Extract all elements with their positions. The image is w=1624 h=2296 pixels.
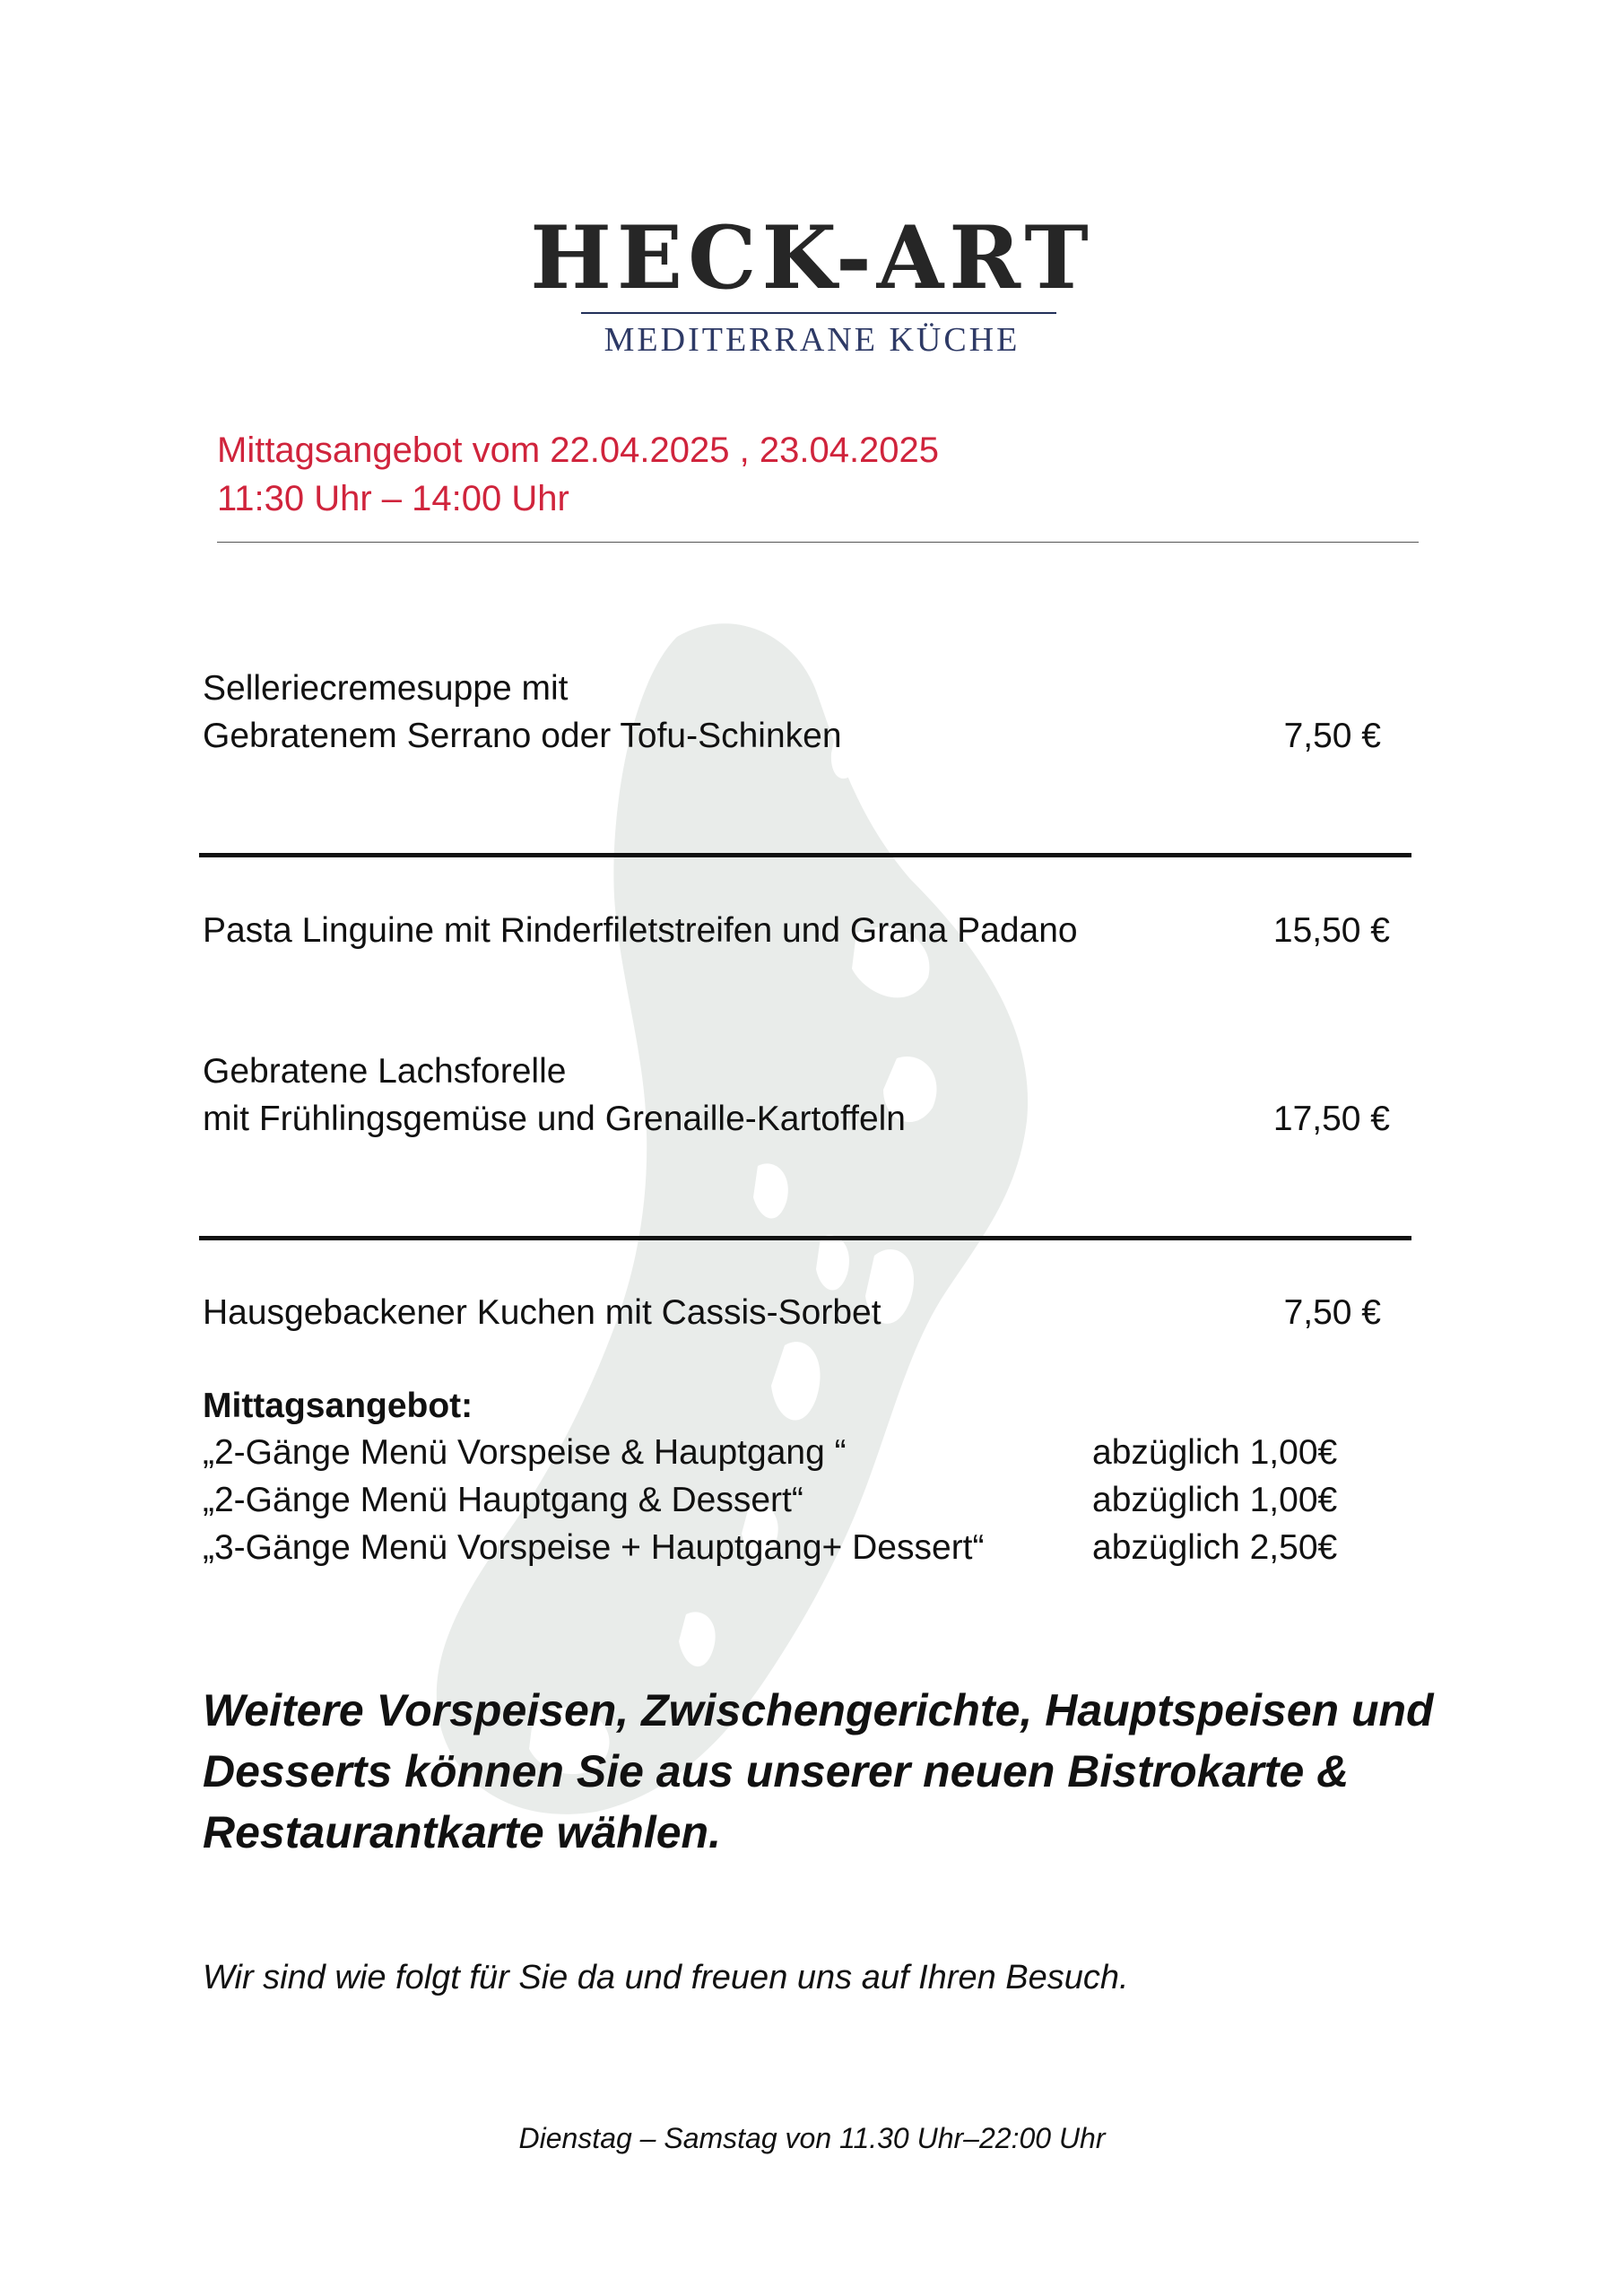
- logo-brand: HECK-ART: [530, 207, 1094, 309]
- pasta-name: Pasta Linguine mit Rinderfiletstreifen und Grana Padano: [203, 911, 1078, 950]
- fish-name: Gebratene Lachsforelle: [203, 1052, 567, 1091]
- opening-hours: Dienstag – Samstag von 11.30 Uhr–22:00 Uhr: [518, 2122, 1106, 2154]
- pasta-price: 15,50 €: [1272, 911, 1390, 950]
- note-line-3: Restaurantkarte wählen.: [203, 1807, 721, 1857]
- logo-subtitle: MEDITERRANE KÜCHE: [604, 321, 1020, 359]
- deal-item-discount: abzüglich 1,00€: [1092, 1433, 1338, 1472]
- fish-price: 17,50 €: [1272, 1100, 1390, 1138]
- header-divider: [217, 542, 1419, 543]
- deals-heading: Mittagsangebot:: [203, 1387, 473, 1425]
- section-divider-starters: [199, 853, 1411, 857]
- soup-price: 7,50 €: [1283, 717, 1381, 755]
- logo-divider: [581, 312, 1056, 314]
- section-divider-mains: [199, 1236, 1411, 1240]
- sculpture-watermark-icon: [408, 610, 1054, 1830]
- offer-hours-line: 11:30 Uhr – 14:00 Uhr: [217, 479, 569, 518]
- offer-date-line: Mittagsangebot vom 22.04.2025 , 23.04.2025: [217, 430, 940, 470]
- soup-description: Gebratenem Serrano oder Tofu-Schinken: [203, 717, 842, 755]
- deal-item-name: „2-Gänge Menü Vorspeise & Hauptgang “: [203, 1433, 847, 1472]
- deal-item-name: „3-Gänge Menü Vorspeise + Hauptgang+ Dessert“: [203, 1528, 985, 1567]
- deal-item-discount: abzüglich 2,50€: [1092, 1528, 1338, 1567]
- deal-item-name: „2-Gänge Menü Hauptgang & Dessert“: [203, 1481, 803, 1519]
- dessert-name: Hausgebackener Kuchen mit Cassis-Sorbet: [203, 1293, 881, 1332]
- welcome-text: Wir sind wie folgt für Sie da und freuen uns auf Ihren Besuch.: [203, 1959, 1129, 1996]
- dessert-price: 7,50 €: [1283, 1293, 1381, 1332]
- note-line-1: Weitere Vorspeisen, Zwischengerichte, Hauptspeisen und: [203, 1685, 1434, 1735]
- fish-description: mit Frühlingsgemüse und Grenaille-Kartoffeln: [203, 1100, 906, 1138]
- soup-name: Selleriecremesuppe mit: [203, 669, 569, 708]
- note-line-2: Desserts können Sie aus unserer neuen Bistrokarte &: [203, 1746, 1350, 1796]
- deal-item-discount: abzüglich 1,00€: [1092, 1481, 1338, 1519]
